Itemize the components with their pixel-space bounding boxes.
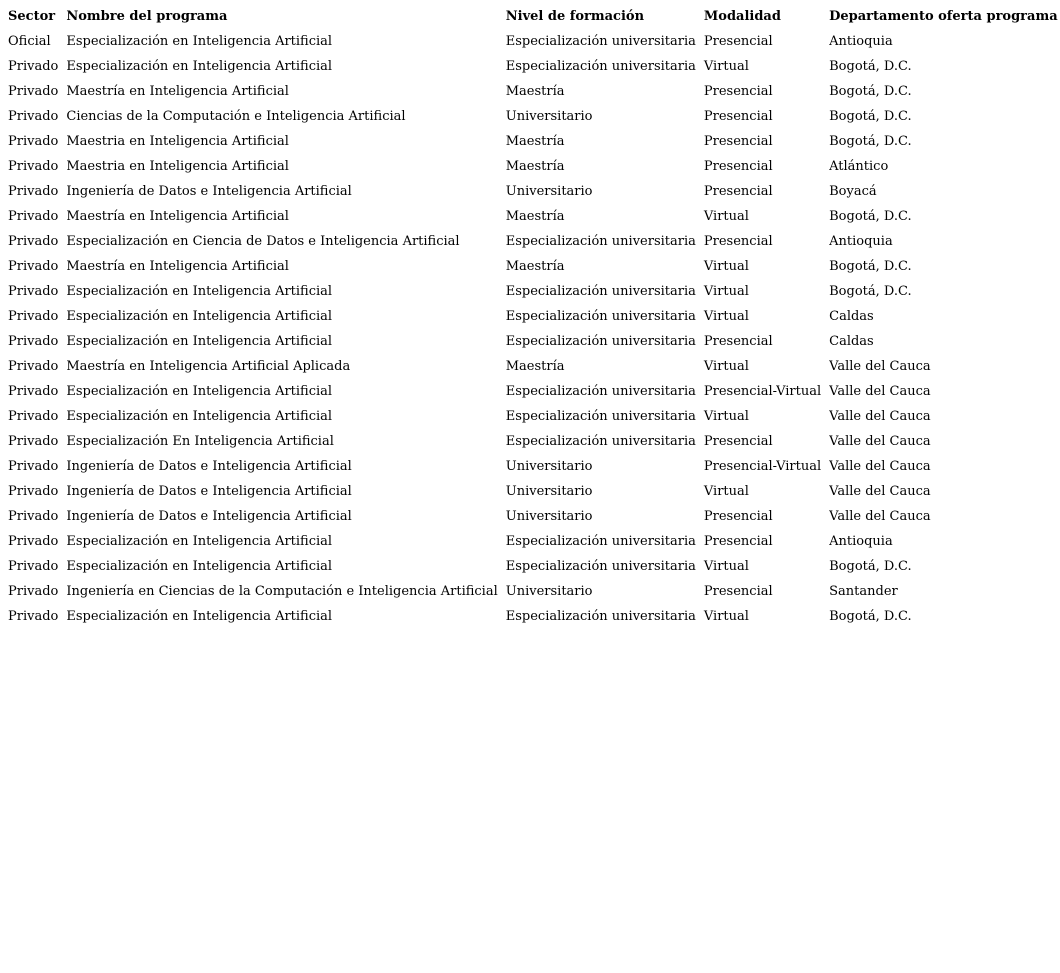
cell-departamento: Bogotá, D.C.: [829, 609, 912, 624]
cell-nivel-formacion: Especialización universitaria: [505, 59, 696, 74]
cell-nivel-formacion: Universitario: [505, 184, 593, 199]
cell-nombre-programa: Especialización en Inteligencia Artificial: [66, 609, 333, 624]
cell-nivel-formacion: Especialización universitaria: [505, 334, 696, 349]
cell-nivel-formacion: Maestría: [505, 259, 565, 274]
cell-sector: Privado: [8, 159, 59, 174]
table-row: [4, 479, 1060, 504]
cell-nivel-formacion: Especialización universitaria: [505, 534, 696, 549]
cell-sector: Oficial: [8, 34, 51, 49]
cell-sector: Privado: [8, 359, 59, 374]
cell-sector: Privado: [8, 84, 59, 99]
cell-modalidad: Virtual: [703, 309, 749, 324]
cell-nombre-programa: Especialización en Inteligencia Artificial: [66, 559, 333, 574]
cell-departamento: Bogotá, D.C.: [829, 84, 912, 99]
cell-modalidad: Virtual: [703, 484, 749, 499]
cell-sector: Privado: [8, 584, 59, 599]
cell-nombre-programa: Maestria en Inteligencia Artificial: [66, 159, 289, 174]
cell-nombre-programa: Especialización en Inteligencia Artificial: [66, 334, 333, 349]
table-row: [4, 329, 1060, 354]
cell-departamento: Valle del Cauca: [829, 484, 931, 499]
cell-nivel-formacion: Universitario: [505, 109, 593, 124]
cell-modalidad: Presencial: [703, 534, 773, 549]
cell-nombre-programa: Ciencias de la Computación e Inteligencia Artificial: [66, 109, 406, 124]
cell-nivel-formacion: Especialización universitaria: [505, 409, 696, 424]
cell-nivel-formacion: Universitario: [505, 509, 593, 524]
cell-modalidad: Presencial: [703, 84, 773, 99]
cell-modalidad: Presencial: [703, 334, 773, 349]
cell-departamento: Antioquia: [829, 34, 893, 49]
header-nombre-programa: Nombre del programa: [66, 9, 228, 24]
cell-modalidad: Virtual: [703, 559, 749, 574]
cell-sector: Privado: [8, 109, 59, 124]
cell-nombre-programa: Especialización en Inteligencia Artificial: [66, 534, 333, 549]
table-row: [4, 579, 1060, 604]
table-row: [4, 379, 1060, 404]
cell-sector: Privado: [8, 559, 59, 574]
cell-nombre-programa: Maestría en Inteligencia Artificial: [66, 209, 289, 224]
cell-departamento: Valle del Cauca: [829, 359, 931, 374]
table-row: [4, 304, 1060, 329]
cell-sector: Privado: [8, 209, 59, 224]
cell-departamento: Valle del Cauca: [829, 384, 931, 399]
cell-nombre-programa: Especialización en Ciencia de Datos e Inteligencia Artificial: [66, 234, 460, 249]
cell-sector: Privado: [8, 259, 59, 274]
cell-nombre-programa: Especialización En Inteligencia Artificial: [66, 434, 334, 449]
table-row: [4, 79, 1060, 104]
cell-nombre-programa: Especialización en Inteligencia Artificial: [66, 409, 333, 424]
cell-modalidad: Virtual: [703, 609, 749, 624]
table-row: [4, 54, 1060, 79]
cell-departamento: Valle del Cauca: [829, 459, 931, 474]
cell-departamento: Caldas: [829, 309, 874, 324]
cell-sector: Privado: [8, 484, 59, 499]
cell-departamento: Bogotá, D.C.: [829, 284, 912, 299]
cell-departamento: Antioquia: [829, 534, 893, 549]
table-row: [4, 354, 1060, 379]
cell-departamento: Bogotá, D.C.: [829, 59, 912, 74]
cell-departamento: Atlántico: [829, 159, 889, 174]
cell-nivel-formacion: Especialización universitaria: [505, 34, 696, 49]
cell-nombre-programa: Especialización en Inteligencia Artificial: [66, 284, 333, 299]
cell-departamento: Valle del Cauca: [829, 509, 931, 524]
cell-sector: Privado: [8, 609, 59, 624]
cell-nivel-formacion: Universitario: [505, 584, 593, 599]
cell-modalidad: Virtual: [703, 284, 749, 299]
cell-sector: Privado: [8, 234, 59, 249]
cell-sector: Privado: [8, 134, 59, 149]
programs-table: [4, 4, 1060, 629]
cell-modalidad: Virtual: [703, 209, 749, 224]
cell-sector: Privado: [8, 434, 59, 449]
cell-nivel-formacion: Especialización universitaria: [505, 434, 696, 449]
table-row: [4, 154, 1060, 179]
cell-nombre-programa: Maestria en Inteligencia Artificial: [66, 134, 289, 149]
cell-nombre-programa: Maestría en Inteligencia Artificial: [66, 84, 289, 99]
cell-nombre-programa: Ingeniería de Datos e Inteligencia Artificial: [66, 484, 352, 499]
cell-modalidad: Presencial: [703, 184, 773, 199]
cell-departamento: Boyacá: [829, 184, 877, 199]
cell-sector: Privado: [8, 509, 59, 524]
table-row: [4, 529, 1060, 554]
cell-sector: Privado: [8, 184, 59, 199]
table-row: [4, 604, 1060, 629]
cell-modalidad: Presencial: [703, 159, 773, 174]
cell-departamento: Bogotá, D.C.: [829, 134, 912, 149]
cell-modalidad: Virtual: [703, 259, 749, 274]
cell-nombre-programa: Ingeniería de Datos e Inteligencia Artificial: [66, 459, 352, 474]
cell-nombre-programa: Especialización en Inteligencia Artificial: [66, 384, 333, 399]
table-row: [4, 254, 1060, 279]
table-row: [4, 279, 1060, 304]
cell-nivel-formacion: Especialización universitaria: [505, 609, 696, 624]
cell-nivel-formacion: Especialización universitaria: [505, 309, 696, 324]
cell-nombre-programa: Especialización en Inteligencia Artificial: [66, 309, 333, 324]
header-modalidad: Modalidad: [703, 9, 781, 24]
cell-nivel-formacion: Maestría: [505, 359, 565, 374]
cell-nombre-programa: Ingeniería de Datos e Inteligencia Artificial: [66, 184, 352, 199]
table-row: [4, 429, 1060, 454]
cell-nombre-programa: Especialización en Inteligencia Artificial: [66, 59, 333, 74]
cell-nombre-programa: Ingeniería de Datos e Inteligencia Artificial: [66, 509, 352, 524]
table-row: [4, 179, 1060, 204]
cell-modalidad: Virtual: [703, 359, 749, 374]
cell-sector: Privado: [8, 59, 59, 74]
cell-modalidad: Presencial: [703, 109, 773, 124]
table-row: [4, 29, 1060, 54]
table-row: [4, 454, 1060, 479]
cell-nivel-formacion: Maestría: [505, 209, 565, 224]
cell-departamento: Antioquia: [829, 234, 893, 249]
header-nivel-formacion: Nivel de formación: [505, 9, 645, 24]
cell-nivel-formacion: Maestría: [505, 159, 565, 174]
cell-modalidad: Presencial-Virtual: [703, 459, 822, 474]
table-body: [4, 29, 1060, 629]
cell-sector: Privado: [8, 309, 59, 324]
cell-departamento: Bogotá, D.C.: [829, 209, 912, 224]
table-row: [4, 104, 1060, 129]
header-row: [4, 4, 1060, 29]
table-row: [4, 204, 1060, 229]
table-row: [4, 504, 1060, 529]
cell-nivel-formacion: Especialización universitaria: [505, 234, 696, 249]
cell-nivel-formacion: Especialización universitaria: [505, 384, 696, 399]
cell-sector: Privado: [8, 534, 59, 549]
cell-nombre-programa: Ingeniería en Ciencias de la Computación e Inteligencia Artificial: [66, 584, 498, 599]
table-row: [4, 129, 1060, 154]
cell-nivel-formacion: Especialización universitaria: [505, 284, 696, 299]
cell-modalidad: Virtual: [703, 409, 749, 424]
table-row: [4, 229, 1060, 254]
cell-departamento: Caldas: [829, 334, 874, 349]
cell-sector: Privado: [8, 334, 59, 349]
table-row: [4, 404, 1060, 429]
cell-nombre-programa: Especialización en Inteligencia Artificial: [66, 34, 333, 49]
cell-nivel-formacion: Universitario: [505, 459, 593, 474]
cell-departamento: Valle del Cauca: [829, 434, 931, 449]
cell-modalidad: Presencial: [703, 434, 773, 449]
cell-modalidad: Presencial-Virtual: [703, 384, 822, 399]
cell-modalidad: Virtual: [703, 59, 749, 74]
cell-modalidad: Presencial: [703, 34, 773, 49]
cell-sector: Privado: [8, 459, 59, 474]
cell-nivel-formacion: Especialización universitaria: [505, 559, 696, 574]
cell-departamento: Bogotá, D.C.: [829, 559, 912, 574]
cell-sector: Privado: [8, 384, 59, 399]
header-departamento: Departamento oferta programa: [829, 9, 1058, 24]
cell-departamento: Santander: [829, 584, 898, 599]
cell-nombre-programa: Maestría en Inteligencia Artificial: [66, 259, 289, 274]
cell-sector: Privado: [8, 284, 59, 299]
table-row: [4, 554, 1060, 579]
cell-departamento: Valle del Cauca: [829, 409, 931, 424]
cell-modalidad: Presencial: [703, 134, 773, 149]
cell-nivel-formacion: Maestría: [505, 134, 565, 149]
cell-departamento: Bogotá, D.C.: [829, 259, 912, 274]
cell-modalidad: Presencial: [703, 584, 773, 599]
cell-nivel-formacion: Maestría: [505, 84, 565, 99]
header-sector: Sector: [8, 9, 56, 24]
cell-departamento: Bogotá, D.C.: [829, 109, 912, 124]
cell-sector: Privado: [8, 409, 59, 424]
table-header: [4, 4, 1060, 29]
cell-nivel-formacion: Universitario: [505, 484, 593, 499]
cell-modalidad: Presencial: [703, 509, 773, 524]
cell-modalidad: Presencial: [703, 234, 773, 249]
cell-nombre-programa: Maestría en Inteligencia Artificial Aplicada: [66, 359, 351, 374]
